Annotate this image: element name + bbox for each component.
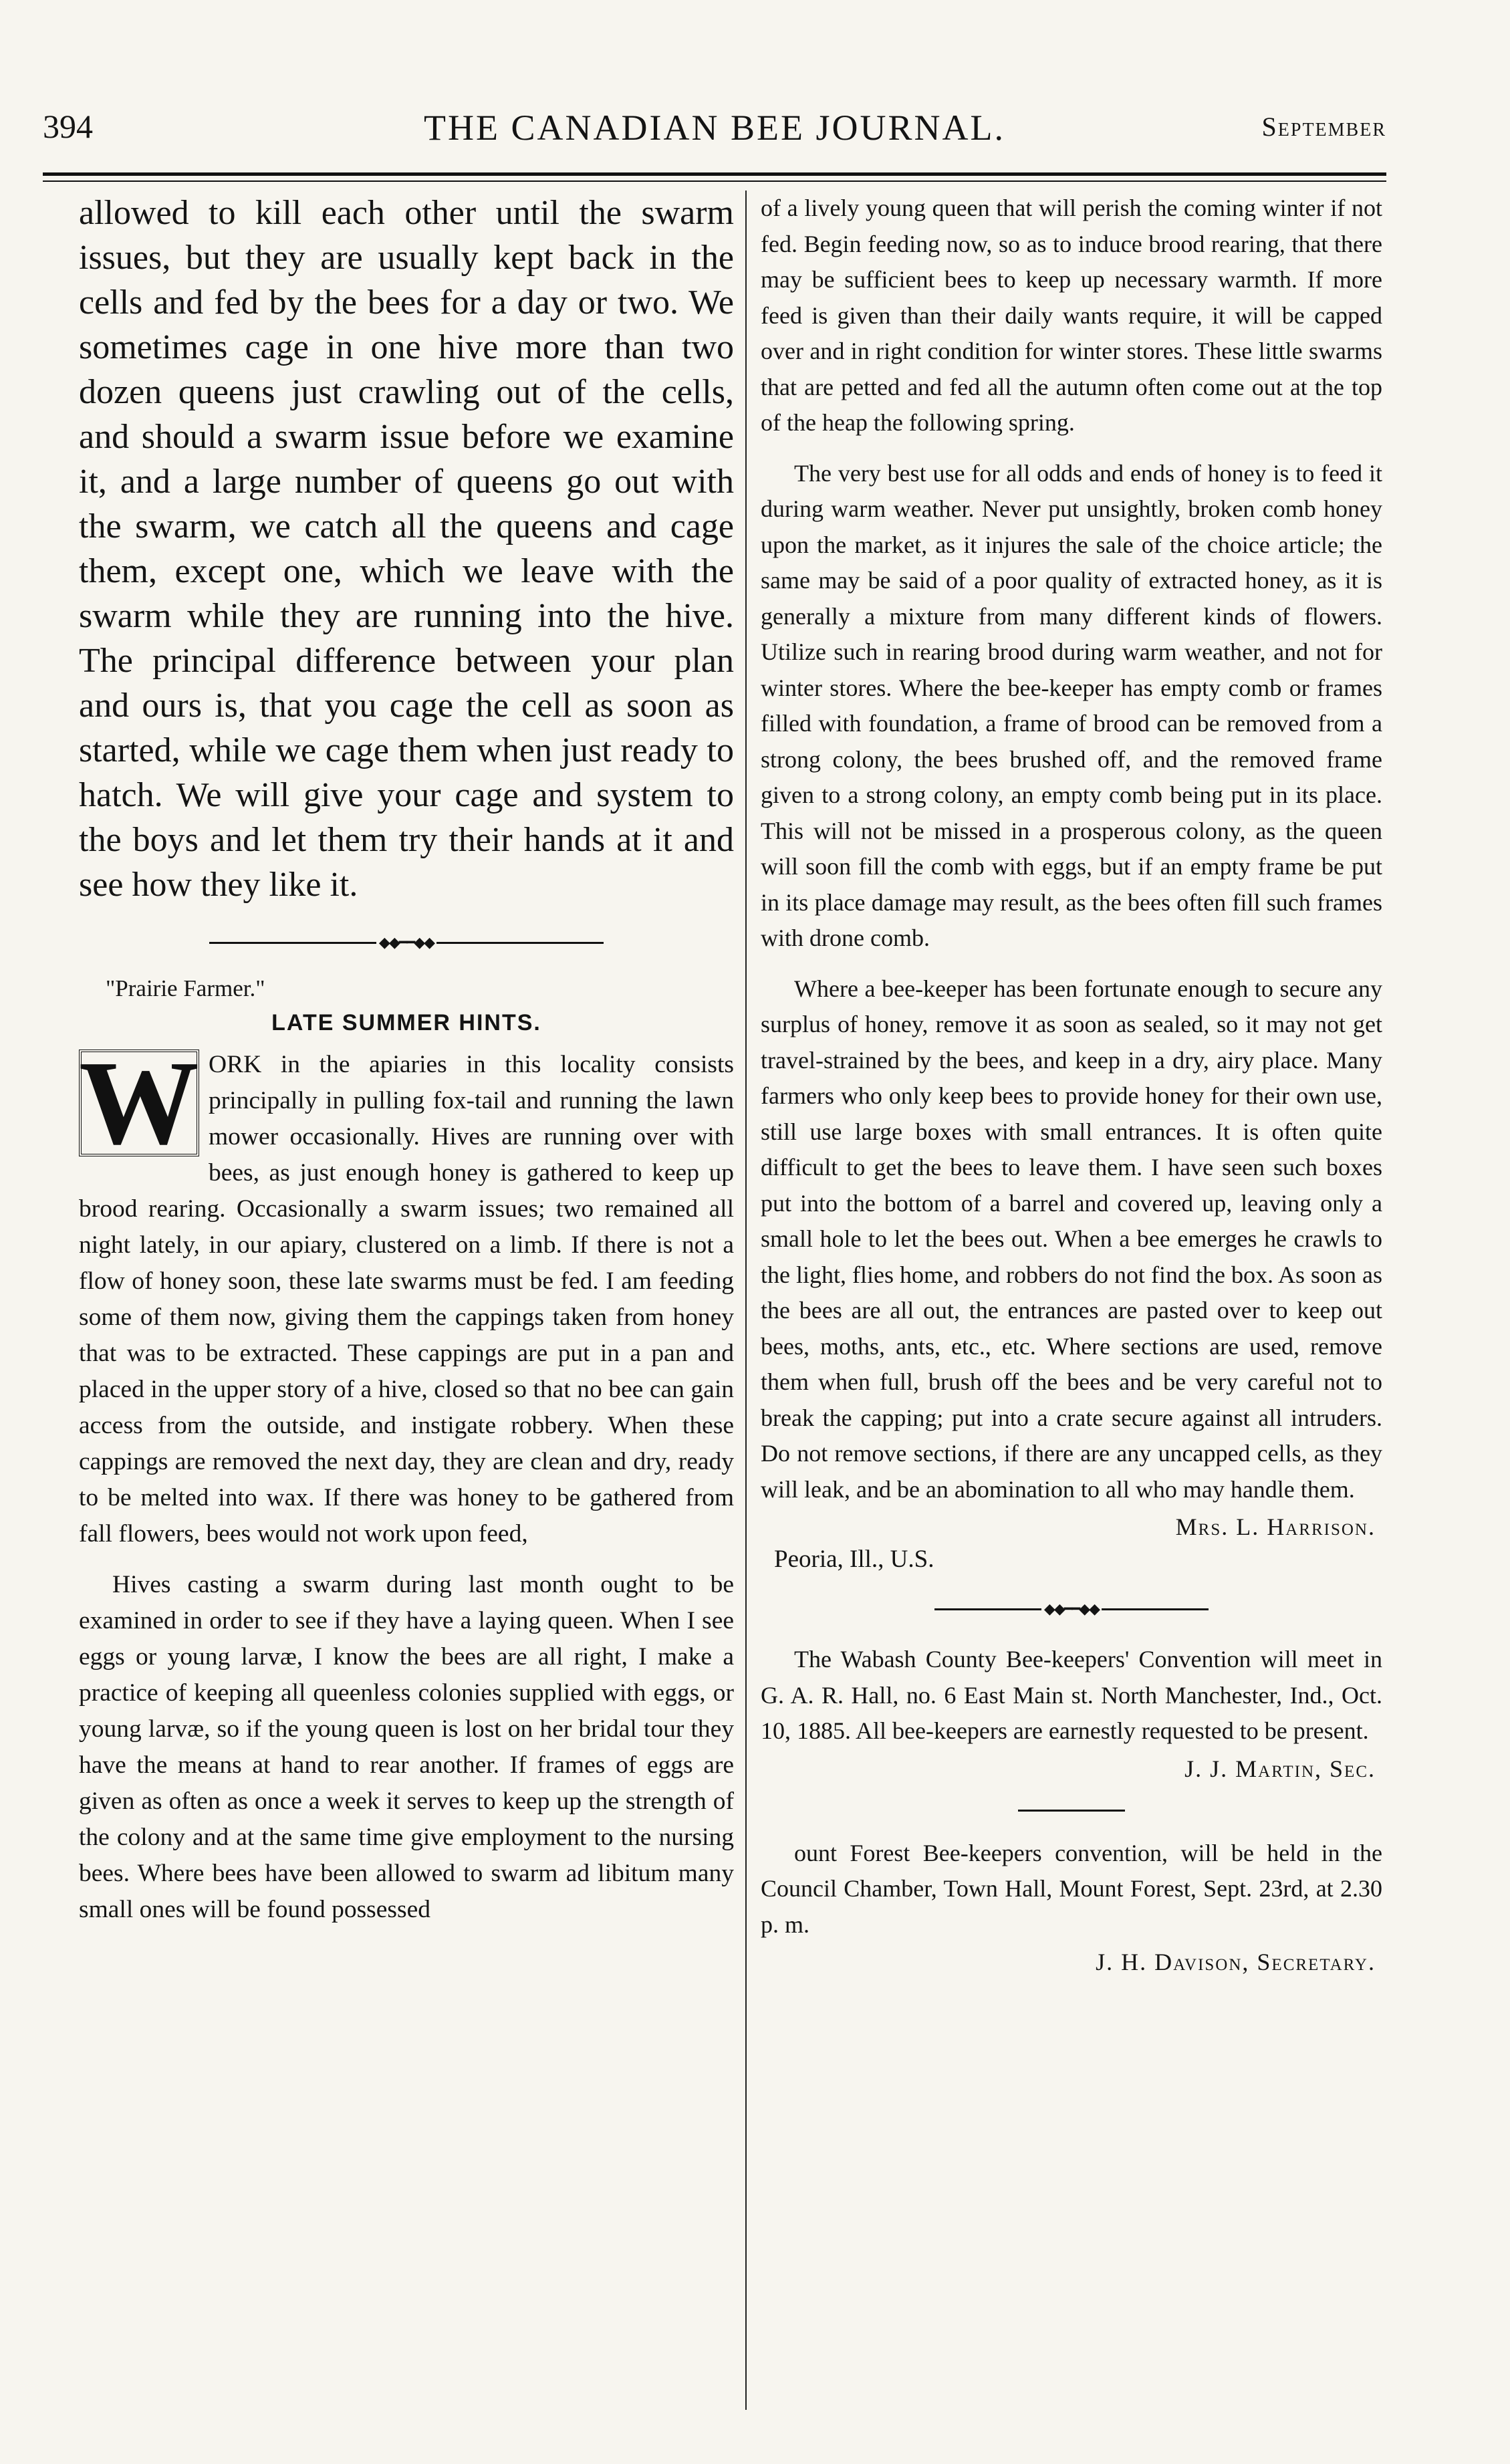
- article-paragraph: The very best use for all odds and ends of honey is to feed it during warm weather. Never put unsightly, broken comb honey upon the market, as it injures the sale of the choice article; the same may be said of a poor quality of extracted honey, as it is generally a mixture from many different kinds of flowers. Utilize such in rearing brood during warm weather, and not for winter stores. Where the bee-keeper has empty comb or frames filled with foundation, a frame of brood can be removed from a strong colony, the bees brushed off, and the removed frame given to a strong colony, an empty comb being put in its place. This will not be missed in a prosperous colony, as the queen will soon fill the comb with eggs, but if an empty frame be put in its place damage may result, as the bees often fill such frames with drone comb.: [761, 459, 1382, 951]
- section-divider: ◆◆━━◆◆: [79, 934, 734, 951]
- article-paragraph: [79, 1036, 734, 1552]
- page-number: 394: [43, 108, 93, 145]
- notice-signature: J. J. Martin, Sec.: [1184, 1755, 1376, 1782]
- section-divider: [761, 1810, 1382, 1812]
- header-rule-thin: [43, 180, 1386, 182]
- article-heading: LATE SUMMER HINTS.: [271, 1010, 541, 1035]
- column-divider: [745, 191, 747, 2410]
- article-paragraph: Hives casting a swarm during last month ought to be examined in order to see if they have a laying queen. When I see eggs or young larvæ, I know the bees are all right, I make a practice of keeping all queenless colonies supplied with eggs, or young larvæ, so if the young queen is lost on her bridal tour they have the means at hand to rear another. If frames of eggs are given as often as once a week it serves to keep up the strength of the colony and at the same time give employment to the nursing bees. Where bees have been allowed to swarm ad libitum many small ones will be found possessed: [79, 1571, 734, 1923]
- continued-paragraph: allowed to kill each other until the swarm issues, but they are usually kept back in the cells and fed by the bees for a day or two. We sometimes cage in one hive more than two dozen queens just crawling out of the cells, and should a swarm issue before we examine it, and a large number of queens go out with the swarm, we catch all the queens and cage them, except one, which we leave with the swarm while they are running into the hive. The principal difference between your plan and ours is, that you cage the cell as soon as started, while we cage them when just ready to hatch. We will give your cage and system to the boys and let them try their hands at it and see how they like it.: [79, 194, 734, 904]
- issue-month: September: [1261, 112, 1386, 142]
- right-column: [761, 191, 1382, 1980]
- page-header: [43, 107, 1386, 167]
- left-column: [79, 191, 734, 1928]
- journal-title: THE CANADIAN BEE JOURNAL.: [424, 108, 1005, 148]
- section-divider: ◆◆━━◆◆: [761, 1600, 1382, 1618]
- article-paragraph-text: ORK in the apiaries in this locality consists principally in pulling fox-tail and running the lawn mower occasionally. Hives are running over with bees, as just enough honey is gathered to keep up brood rearing. Occasionally a swarm issues; two remained all night lately, in our apiary, clustered on a limb. If there is not a flow of honey soon, these late swarms must be fed. I am feeding some of them now, giving them the cappings taken from honey that was to be extracted. These cappings are put in a pan and placed in the upper story of a hive, closed so that no bee can gain access from the outside, and instigate robbery. When these cappings are removed the next day, they are clean and dry, ready to be melted into wax. If there was honey to be gathered from fall flowers, bees would not work upon feed,: [79, 1051, 734, 1548]
- convention-notice: The Wabash County Bee-keepers' Convention will meet in G. A. R. Hall, no. 6 East Main st. North Manchester, Ind., Oct. 10, 1885. All bee-keepers are earnestly requested to be present.: [761, 1646, 1382, 1744]
- article-source: "Prairie Farmer.": [106, 975, 265, 1001]
- article-paragraph: Where a bee-keeper has been fortunate enough to secure any surplus of honey, remove it as soon as sealed, so it may not get travel-strained by the bees, and keep in a dry, airy place. Many farmers who only keep bees to provide honey for their own use, still use large boxes with small entrances. It is often quite difficult to get the bees to leave them. I have seen such boxes put into the bottom of a barrel and covered up, leaving only a small hole to let the bees out. When a bee emerges he crawls to the light, flies home, and robbers do not find the box. As soon as the bees are all out, the entrances are pasted over to keep out bees, moths, ants, etc., etc. Where sections are used, remove them when full, brush off the bees and be very careful not to break the capping; put into a crate secure against all intruders. Do not remove sections, if there are any uncapped cells, as they will leak, and be an abomination to all who may handle them.: [761, 975, 1382, 1503]
- article-paragraph: of a lively young queen that will perish the coming winter if not fed. Begin feeding now, so as to induce brood rearing, that there may be sufficient bees to keep up necessary warmth. If more feed is given than their daily wants require, it will be capped over and in right condition for winter stores. These little swarms that are petted and fed all the autumn often come out at the top of the heap the following spring.: [761, 195, 1382, 436]
- author-signature: Mrs. L. Harrison.: [1175, 1513, 1376, 1540]
- header-rule: [43, 172, 1386, 176]
- drop-cap: W: [79, 1036, 199, 1169]
- notice-signature: J. H. Davison, Secretary.: [1096, 1949, 1376, 1975]
- author-location: Peoria, Ill., U.S.: [774, 1546, 934, 1573]
- convention-notice: ount Forest Bee-keepers convention, will be held in the Council Chamber, Town Hall, Mount Forest, Sept. 23rd, at 2.30 p. m.: [761, 1839, 1382, 1938]
